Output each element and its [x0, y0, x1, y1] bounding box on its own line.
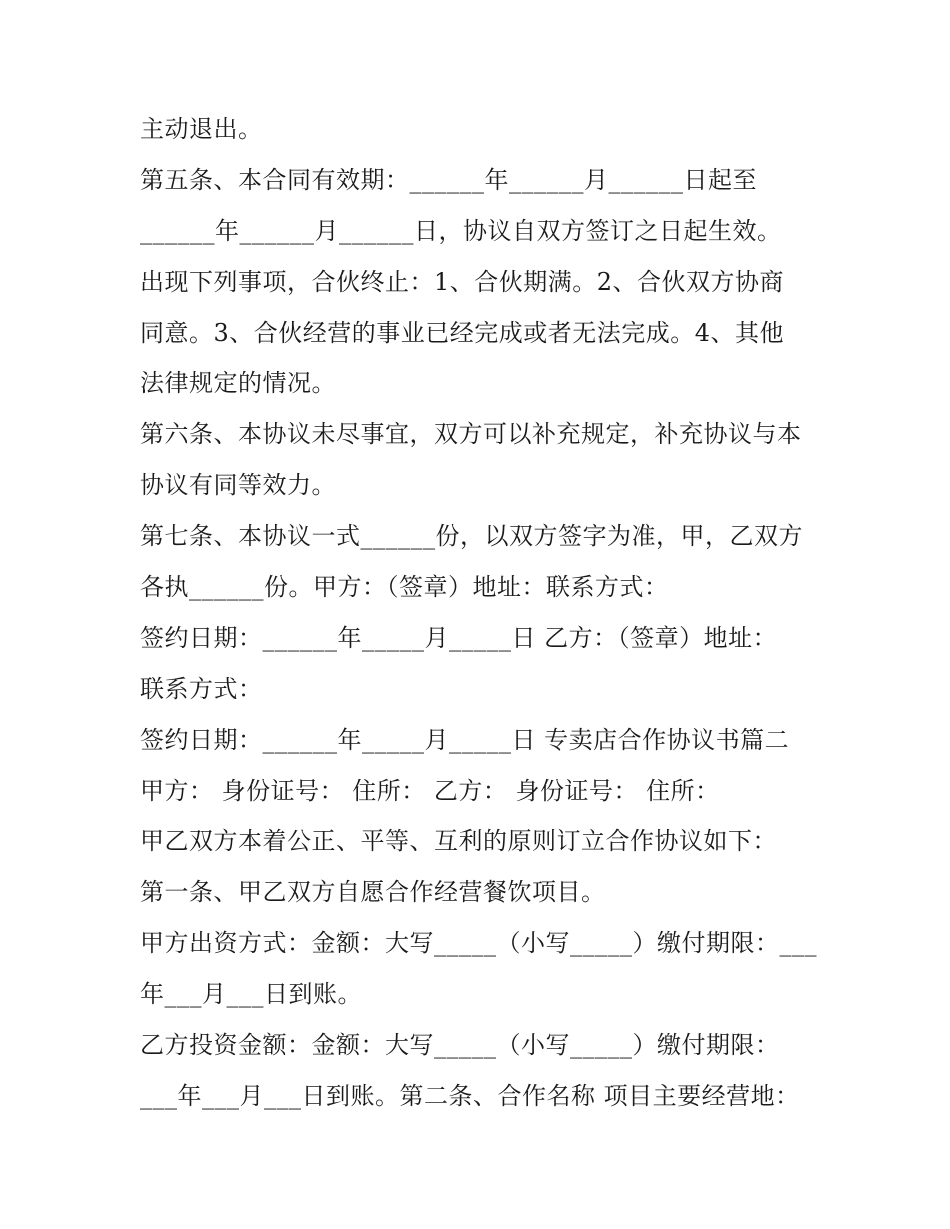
- text-line: 法律规定的情况。: [140, 369, 336, 398]
- text-line: ______年______月______日，协议自双方签订之日起生效。: [140, 216, 782, 245]
- text-line: 甲方出资方式：金额：大写_____（小写_____）缴付期限：___: [140, 929, 817, 958]
- text-line: 第七条、本协议一式______份，以双方签字为准，甲，乙双方: [140, 522, 803, 551]
- text-line: 签约日期：______年_____月_____日 乙方：（签章）地址：: [140, 623, 778, 652]
- text-line: 各执______份。甲方：（签章）地址：联系方式：: [140, 573, 669, 602]
- text-line: 签约日期：______年_____月_____日 专卖店合作协议书篇二: [140, 725, 790, 754]
- text-line: 第六条、本协议未尽事宜，双方可以补充规定，补充协议与本: [140, 420, 802, 449]
- text-line: 年___月___日到账。: [140, 980, 362, 1009]
- text-line: 同意。3、合伙经营的事业已经完成或者无法完成。4、其他: [140, 318, 785, 347]
- text-line: 主动退出。: [140, 115, 263, 143]
- text-line: 甲乙双方本着公正、平等、互利的原则订立合作协议如下：: [140, 827, 777, 856]
- text-line: 第一条、甲乙双方自愿合作经营餐饮项目。: [140, 878, 606, 907]
- document-body: [140, 104, 820, 1122]
- text-line: 联系方式：: [140, 674, 263, 703]
- text-line: 第五条、本合同有效期：______年______月______日起至: [140, 165, 757, 194]
- text-line: ___年___月___日到账。第二条、合作名称 项目主要经营地：: [140, 1081, 800, 1110]
- text-line: 乙方投资金额：金额：大写_____（小写_____）缴付期限：: [140, 1031, 780, 1060]
- text-line: 甲方： 身份证号： 住所： 乙方： 身份证号： 住所：: [140, 776, 720, 805]
- text-line: 出现下列事项，合伙终止：1、合伙期满。2、合伙双方协商: [140, 267, 785, 296]
- text-line: 协议有同等效力。: [140, 471, 336, 500]
